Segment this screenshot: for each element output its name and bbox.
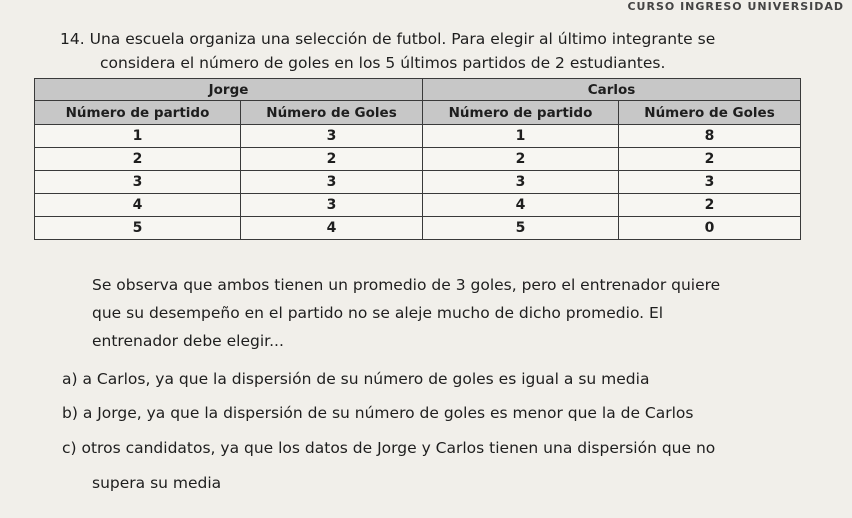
table-row — [35, 148, 801, 171]
table-cell: 2 — [423, 148, 619, 171]
group-header-carlos: Carlos — [423, 79, 801, 101]
context-line-3: entrenador debe elegir... — [92, 332, 284, 350]
table-cell: 5 — [35, 217, 241, 240]
table-cell: 5 — [423, 217, 619, 240]
question-line-1 — [60, 30, 715, 48]
option-c-line-1: c) otros candidatos, ya que los datos de Jorge y Carlos tienen una dispersión que no — [62, 439, 716, 457]
goals-table — [34, 78, 801, 240]
question-line-2: considera el número de goles en los 5 últimos partidos de 2 estudiantes. — [100, 54, 666, 72]
table-cell: 4 — [35, 194, 241, 217]
column-header: Número de partido — [35, 101, 241, 125]
table-row — [35, 171, 801, 194]
table-cell: 3 — [241, 125, 423, 148]
table-cell: 2 — [619, 148, 801, 171]
table-cell: 3 — [241, 194, 423, 217]
table-cell: 3 — [423, 171, 619, 194]
column-header: Número de Goles — [619, 101, 801, 125]
context-line-1: Se observa que ambos tienen un promedio de 3 goles, pero el entrenador quiere — [92, 276, 721, 294]
table-row — [35, 194, 801, 217]
option-b: b) a Jorge, ya que la dispersión de su número de goles es menor que la de Carlos — [62, 404, 694, 422]
table-cell: 4 — [241, 217, 423, 240]
question-number: 14. — [60, 30, 85, 48]
table-row — [35, 125, 801, 148]
table-cell: 2 — [241, 148, 423, 171]
question-text-line-1: Una escuela organiza una selección de futbol. Para elegir al último integrante se — [89, 30, 716, 48]
table-cell: 0 — [619, 217, 801, 240]
table-cell: 3 — [241, 171, 423, 194]
option-c-line-2: supera su media — [92, 474, 222, 492]
table-cell: 4 — [423, 194, 619, 217]
table-cell: 1 — [35, 125, 241, 148]
table-cell: 3 — [35, 171, 241, 194]
column-header: Número de Goles — [241, 101, 423, 125]
group-header-jorge: Jorge — [35, 79, 423, 101]
table-cell: 3 — [619, 171, 801, 194]
table-cell: 1 — [423, 125, 619, 148]
table-cell: 8 — [619, 125, 801, 148]
table-cell: 2 — [35, 148, 241, 171]
column-header: Número de partido — [423, 101, 619, 125]
table-row — [35, 217, 801, 240]
context-line-2: que su desempeño en el partido no se aleje mucho de dicho promedio. El — [92, 304, 664, 322]
option-a: a) a Carlos, ya que la dispersión de su número de goles es igual a su media — [62, 370, 650, 388]
course-header: CURSO INGRESO UNIVERSIDAD — [627, 0, 844, 13]
table-cell: 2 — [619, 194, 801, 217]
